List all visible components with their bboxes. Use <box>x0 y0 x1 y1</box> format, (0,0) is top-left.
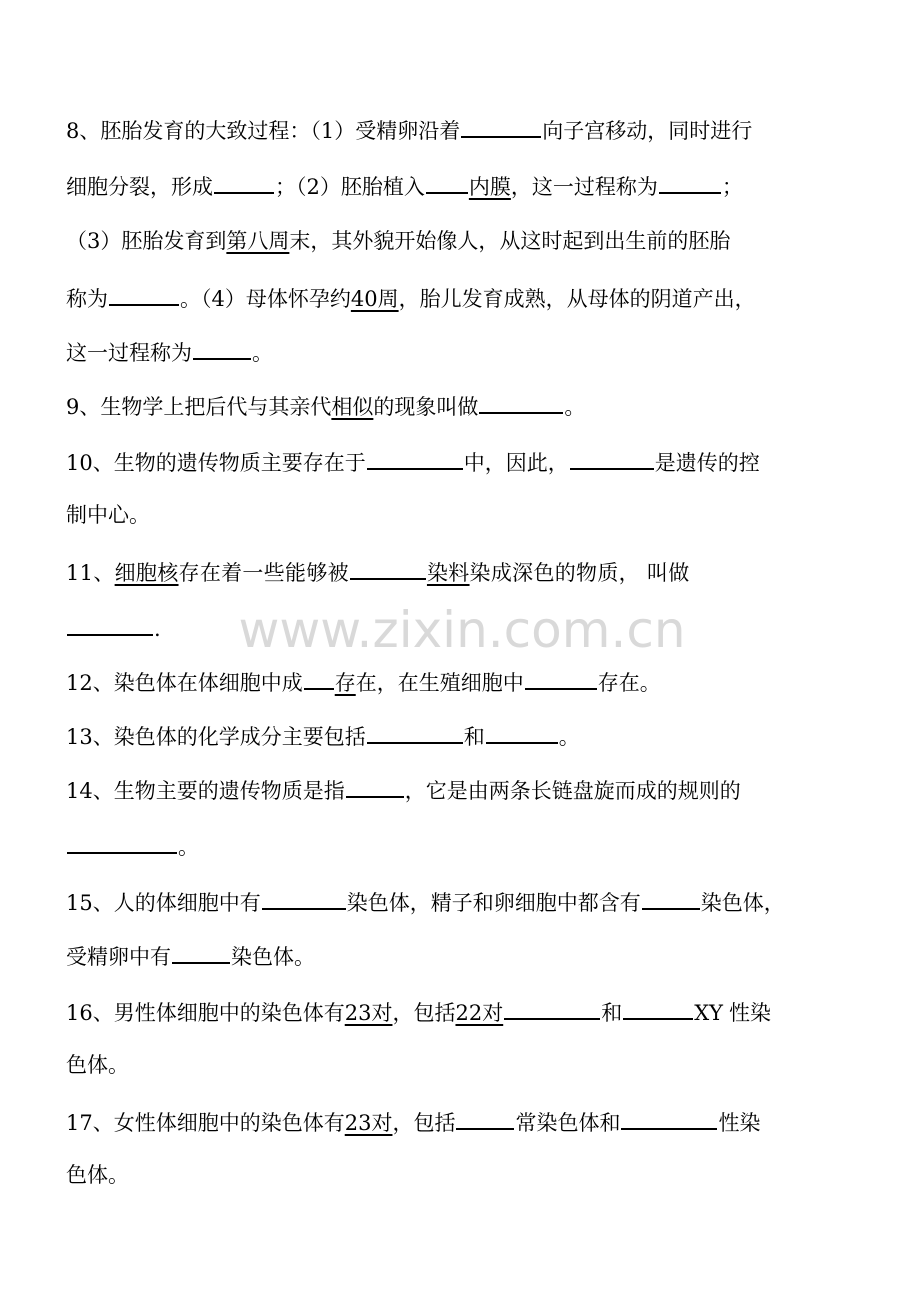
underlined-text: 22对 <box>455 1001 504 1025</box>
answer-blank[interactable] <box>350 556 426 580</box>
text: 称为 <box>66 287 108 311</box>
text: 。 <box>558 725 580 749</box>
answer-blank[interactable] <box>262 886 346 910</box>
text: 。 <box>564 395 586 419</box>
answer-blank[interactable] <box>456 1106 514 1130</box>
text: 。 <box>178 835 199 859</box>
text: （3）胚胎发育到 <box>66 229 227 253</box>
underlined-text: 23对 <box>344 1001 393 1025</box>
text: 的现象叫做 <box>373 395 479 419</box>
question-14-line-2 <box>66 830 856 860</box>
watermark: www.zixin.com.cn <box>238 601 686 659</box>
text: 15、人的体细胞中有 <box>66 891 261 915</box>
question-14-line-1 <box>66 774 856 804</box>
underlined-text: 细胞核 <box>114 561 179 585</box>
text: 性染 <box>718 1111 761 1135</box>
answer-blank[interactable] <box>525 666 597 690</box>
underlined-text: 23对 <box>344 1111 393 1135</box>
underlined-text: 40周 <box>350 287 399 311</box>
text: 中，因此， <box>463 451 569 475</box>
text: 11、 <box>66 561 115 585</box>
question-8-line-3 <box>66 226 856 256</box>
text: ，胎儿发育成熟，从母体的阴道产出， <box>398 287 756 311</box>
text: 末，其外貌开始像人，从这时起到出生前的胚胎 <box>289 229 731 253</box>
text: 13、染色体的化学成分主要包括 <box>66 725 366 749</box>
answer-blank[interactable] <box>426 170 468 194</box>
text: 存在着一些能够被 <box>178 561 349 585</box>
text: ；（2）胚胎植入 <box>275 175 425 199</box>
underlined-text: 存 <box>334 671 356 695</box>
question-15-line-1 <box>66 886 856 916</box>
answer-blank[interactable] <box>367 446 463 470</box>
text: 存在。 <box>597 671 661 695</box>
question-16-line-2 <box>66 1050 856 1080</box>
text: 受精卵中有 <box>66 945 171 969</box>
answer-blank[interactable] <box>172 940 230 964</box>
text: 染色体， <box>700 891 785 915</box>
answer-blank[interactable] <box>109 282 179 306</box>
text: 色体。 <box>66 1163 129 1187</box>
text: 向子宫移动，同时进行 <box>542 119 753 143</box>
text: 14、生物主要的遗传物质是指 <box>66 779 345 803</box>
answer-blank[interactable] <box>67 830 177 854</box>
answer-blank[interactable] <box>67 612 153 636</box>
answer-blank[interactable] <box>623 996 693 1020</box>
underlined-text: 第八周 <box>226 229 290 253</box>
text: ，包括 <box>392 1111 456 1135</box>
answer-blank[interactable] <box>193 336 251 360</box>
question-9 <box>66 390 856 420</box>
text: 细胞分裂，形成 <box>66 175 213 199</box>
question-13 <box>66 720 856 750</box>
text: 。 <box>252 341 273 365</box>
question-8-line-5 <box>66 336 856 366</box>
answer-blank[interactable] <box>461 114 541 138</box>
question-17-line-2 <box>66 1160 856 1190</box>
question-16-line-1 <box>66 996 856 1026</box>
question-17-line-1 <box>66 1106 856 1136</box>
answer-blank[interactable] <box>367 720 463 744</box>
text: . <box>154 617 161 641</box>
text: 染色体。 <box>231 945 315 969</box>
text: 制中心。 <box>66 503 150 527</box>
text: ； <box>721 175 743 199</box>
text: ，包括 <box>392 1001 456 1025</box>
answer-blank[interactable] <box>570 446 654 470</box>
question-15-line-2 <box>66 940 856 970</box>
underlined-text: 染料 <box>426 561 470 585</box>
question-8-line-2 <box>66 170 856 200</box>
answer-blank[interactable] <box>214 170 274 194</box>
question-8-line-4 <box>66 282 856 312</box>
text: 染色体，精子和卵细胞中都含有 <box>346 891 641 915</box>
text: 12、染色体在体细胞中成 <box>66 671 303 695</box>
text: 色体。 <box>66 1053 129 1077</box>
text: 。（4）母体怀孕约 <box>180 287 351 311</box>
text: ，这一过程称为 <box>510 175 658 199</box>
question-11-line-1 <box>66 556 856 586</box>
question-10-line-1 <box>66 446 856 476</box>
text: 10、生物的遗传物质主要存在于 <box>66 451 366 475</box>
question-10-line-2 <box>66 500 856 530</box>
answer-blank[interactable] <box>346 774 404 798</box>
text: 是遗传的控 <box>654 451 760 475</box>
question-8-line-1 <box>66 114 856 144</box>
answer-blank[interactable] <box>479 390 563 414</box>
answer-blank[interactable] <box>304 666 334 690</box>
text: 8、胚胎发育的大致过程：（1）受精卵沿着 <box>66 119 461 143</box>
text: 16、男性体细胞中的染色体有 <box>66 1001 345 1025</box>
text: ，它是由两条长链盘旋而成的规则的 <box>404 779 741 803</box>
underlined-text: 相似 <box>331 395 374 419</box>
answer-blank[interactable] <box>486 720 558 744</box>
answer-blank[interactable] <box>621 1106 717 1130</box>
text: 性染 <box>729 1001 772 1025</box>
text: 9、生物学上把后代与其亲代 <box>66 395 332 419</box>
text: 和 <box>463 725 485 749</box>
text: XY <box>694 1001 724 1025</box>
text: 常染色体和 <box>515 1111 621 1135</box>
text: 和 <box>601 1001 623 1025</box>
answer-blank[interactable] <box>659 170 721 194</box>
question-12 <box>66 666 856 696</box>
underlined-text: 内膜 <box>468 175 511 199</box>
text: 这一过程称为 <box>66 341 192 365</box>
answer-blank[interactable] <box>642 886 700 910</box>
text: 17、女性体细胞中的染色体有 <box>66 1111 345 1135</box>
text: 染成深色的物质， 叫做 <box>469 561 690 585</box>
text: 在，在生殖细胞中 <box>355 671 524 695</box>
answer-blank[interactable] <box>504 996 600 1020</box>
